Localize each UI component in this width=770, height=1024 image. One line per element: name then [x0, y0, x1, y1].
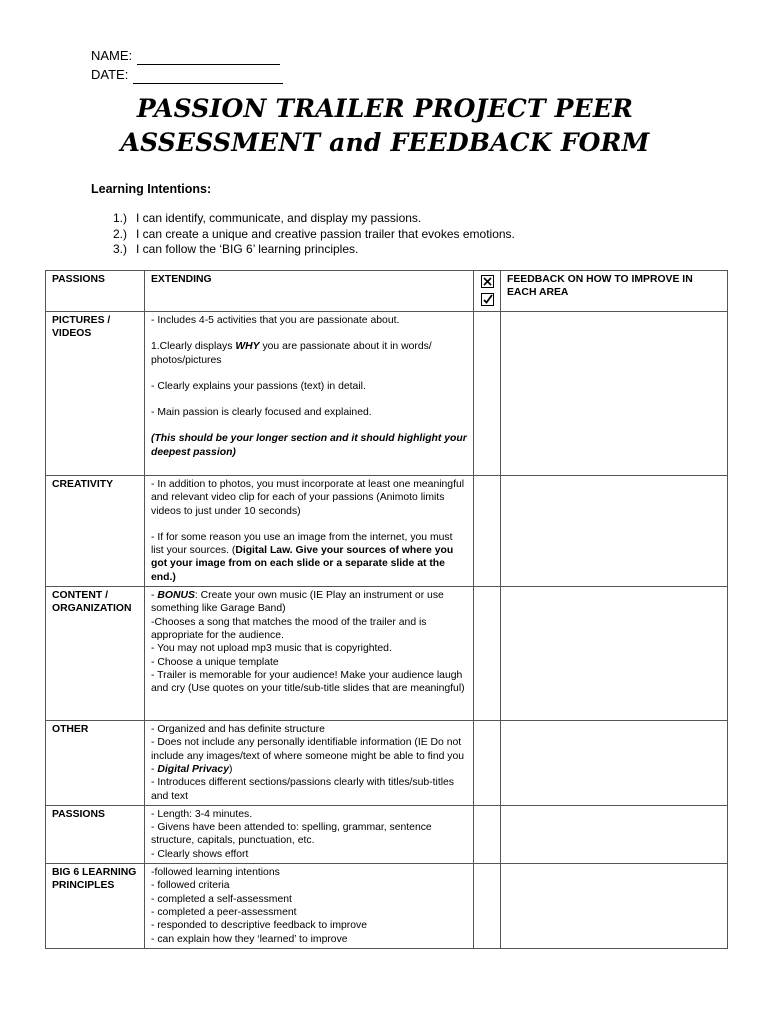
feedback-cell[interactable] [501, 312, 728, 476]
cell-extending-pictures [145, 312, 474, 476]
name-row [91, 46, 283, 65]
checkbox-x-icon [481, 275, 494, 288]
feedback-cell[interactable] [501, 864, 728, 949]
criterion-text: - can explain how they ‘learned’ to improve [151, 933, 348, 945]
list-number: 3.) [113, 242, 128, 256]
check-cell[interactable] [474, 805, 501, 863]
name-label: NAME: [91, 48, 133, 63]
list-text: I can follow the ‘BIG 6’ learning principles. [136, 242, 359, 256]
date-field-line[interactable] [133, 70, 283, 84]
criterion-text: - Length: 3-4 minutes. [151, 808, 253, 820]
table-row [46, 721, 728, 806]
student-info [91, 46, 283, 84]
list-item [113, 227, 515, 243]
check-cell[interactable] [474, 476, 501, 587]
criterion-text: - Clearly shows effort [151, 848, 249, 860]
criterion-text: - Introduces different sections/passions clearly with titles/sub-titles and text [151, 777, 455, 802]
criterion-text: - Clearly explains your passions (text) in detail. [151, 380, 366, 392]
row-label-pictures: PICTURES / VIDEOS [46, 312, 145, 476]
criterion-text: 1.Clearly displays WHY you are passionate about it in words/ photos/pictures [151, 341, 432, 366]
row-label-creativity: CREATIVITY [46, 476, 145, 587]
checkbox-check-icon [481, 293, 494, 306]
date-label: DATE: [91, 67, 129, 82]
criterion-text: - completed a peer-assessment [151, 906, 297, 918]
header-check [474, 271, 501, 312]
list-number: 2.) [113, 226, 128, 241]
row-label-passions: PASSIONS [46, 805, 145, 863]
criterion-text: - Trailer is memorable for your audience! Make your audience laugh and cry (Use quotes on your title/sub-title slides that are meaningful) [151, 669, 465, 695]
criterion-text: - Includes 4-5 activities that you are passionate about. [151, 315, 400, 326]
title-line-2: ASSESSMENT and FEEDBACK FORM [120, 128, 650, 157]
list-text: I can identify, communicate, and display my passions. [136, 211, 422, 225]
list-number: 1.) [113, 211, 128, 225]
criterion-text: - BONUS: Create your own music (IE Play an instrument or use something like Garage Band) [151, 590, 444, 615]
criterion-text: - Main passion is clearly focused and explained. [151, 407, 372, 419]
table-row [46, 805, 728, 863]
criterion-text: - Does not include any personally identifiable information (IE Do not include any images/text of where someone might be able to find you - Digital Privacy) [151, 737, 465, 775]
criterion-text: - followed criteria [151, 880, 230, 892]
criterion-text: -Chooses a song that matches the mood of the trailer and is appropriate for the audience. [151, 616, 427, 641]
row-label-content: CONTENT / ORGANIZATION [46, 587, 145, 721]
row-label-other: OTHER [46, 721, 145, 806]
cell-extending-passions [145, 805, 474, 863]
name-field-line[interactable] [137, 51, 280, 65]
feedback-cell[interactable] [501, 476, 728, 587]
assessment-table [45, 270, 728, 949]
table-row [46, 312, 728, 476]
list-text: I can create a unique and creative passion trailer that evokes emotions. [136, 226, 515, 241]
criterion-text: - You may not upload mp3 music that is copyrighted. [151, 643, 392, 655]
check-cell[interactable] [474, 587, 501, 721]
page-title [0, 92, 770, 160]
learning-intentions-heading: Learning Intentions: [91, 182, 212, 196]
criterion-text: - Choose a unique template [151, 656, 279, 668]
table-row [46, 476, 728, 587]
title-line-1: PASSION TRAILER PROJECT PEER [136, 94, 634, 123]
criterion-text: - Organized and has definite structure [151, 724, 325, 736]
cell-extending-creativity [145, 476, 474, 587]
list-item [113, 242, 515, 258]
criterion-text: - Givens have been attended to: spelling, grammar, sentence structure, capitals, punctuation, etc. [151, 822, 432, 847]
check-cell[interactable] [474, 312, 501, 476]
table-row [46, 864, 728, 949]
header-feedback: FEEDBACK ON HOW TO IMPROVE IN EACH AREA [501, 271, 728, 312]
criterion-text: - completed a self-assessment [151, 893, 292, 905]
criterion-text: - In addition to photos, you must incorporate at least one meaningful and relevant video clip for each of your passions (Animoto limits videos to just under 10 seconds) [151, 479, 465, 517]
criterion-note: (This should be your longer section and it should highlight your deepest passion) [151, 433, 467, 458]
feedback-cell[interactable] [501, 721, 728, 806]
cell-extending-big6 [145, 864, 474, 949]
header-passions: PASSIONS [46, 271, 145, 312]
row-label-big6: BIG 6 LEARNING PRINCIPLES [46, 864, 145, 949]
criterion-text: - responded to descriptive feedback to improve [151, 920, 368, 932]
feedback-cell[interactable] [501, 805, 728, 863]
criterion-text: - If for some reason you use an image from the internet, you must list your sources. (Digital Law. Give your sources of where you got your image from on each slide or a separate slide at the end.) [151, 531, 454, 583]
feedback-cell[interactable] [501, 587, 728, 721]
table-header-row [46, 271, 728, 312]
cell-extending-content [145, 587, 474, 721]
criterion-text: -followed learning intentions [151, 867, 280, 879]
check-cell[interactable] [474, 864, 501, 949]
cell-extending-other [145, 721, 474, 806]
check-cell[interactable] [474, 721, 501, 806]
list-item [113, 211, 515, 227]
learning-intentions-list [113, 211, 515, 258]
header-extending: EXTENDING [145, 271, 474, 312]
date-row [91, 65, 283, 84]
table-row [46, 587, 728, 721]
